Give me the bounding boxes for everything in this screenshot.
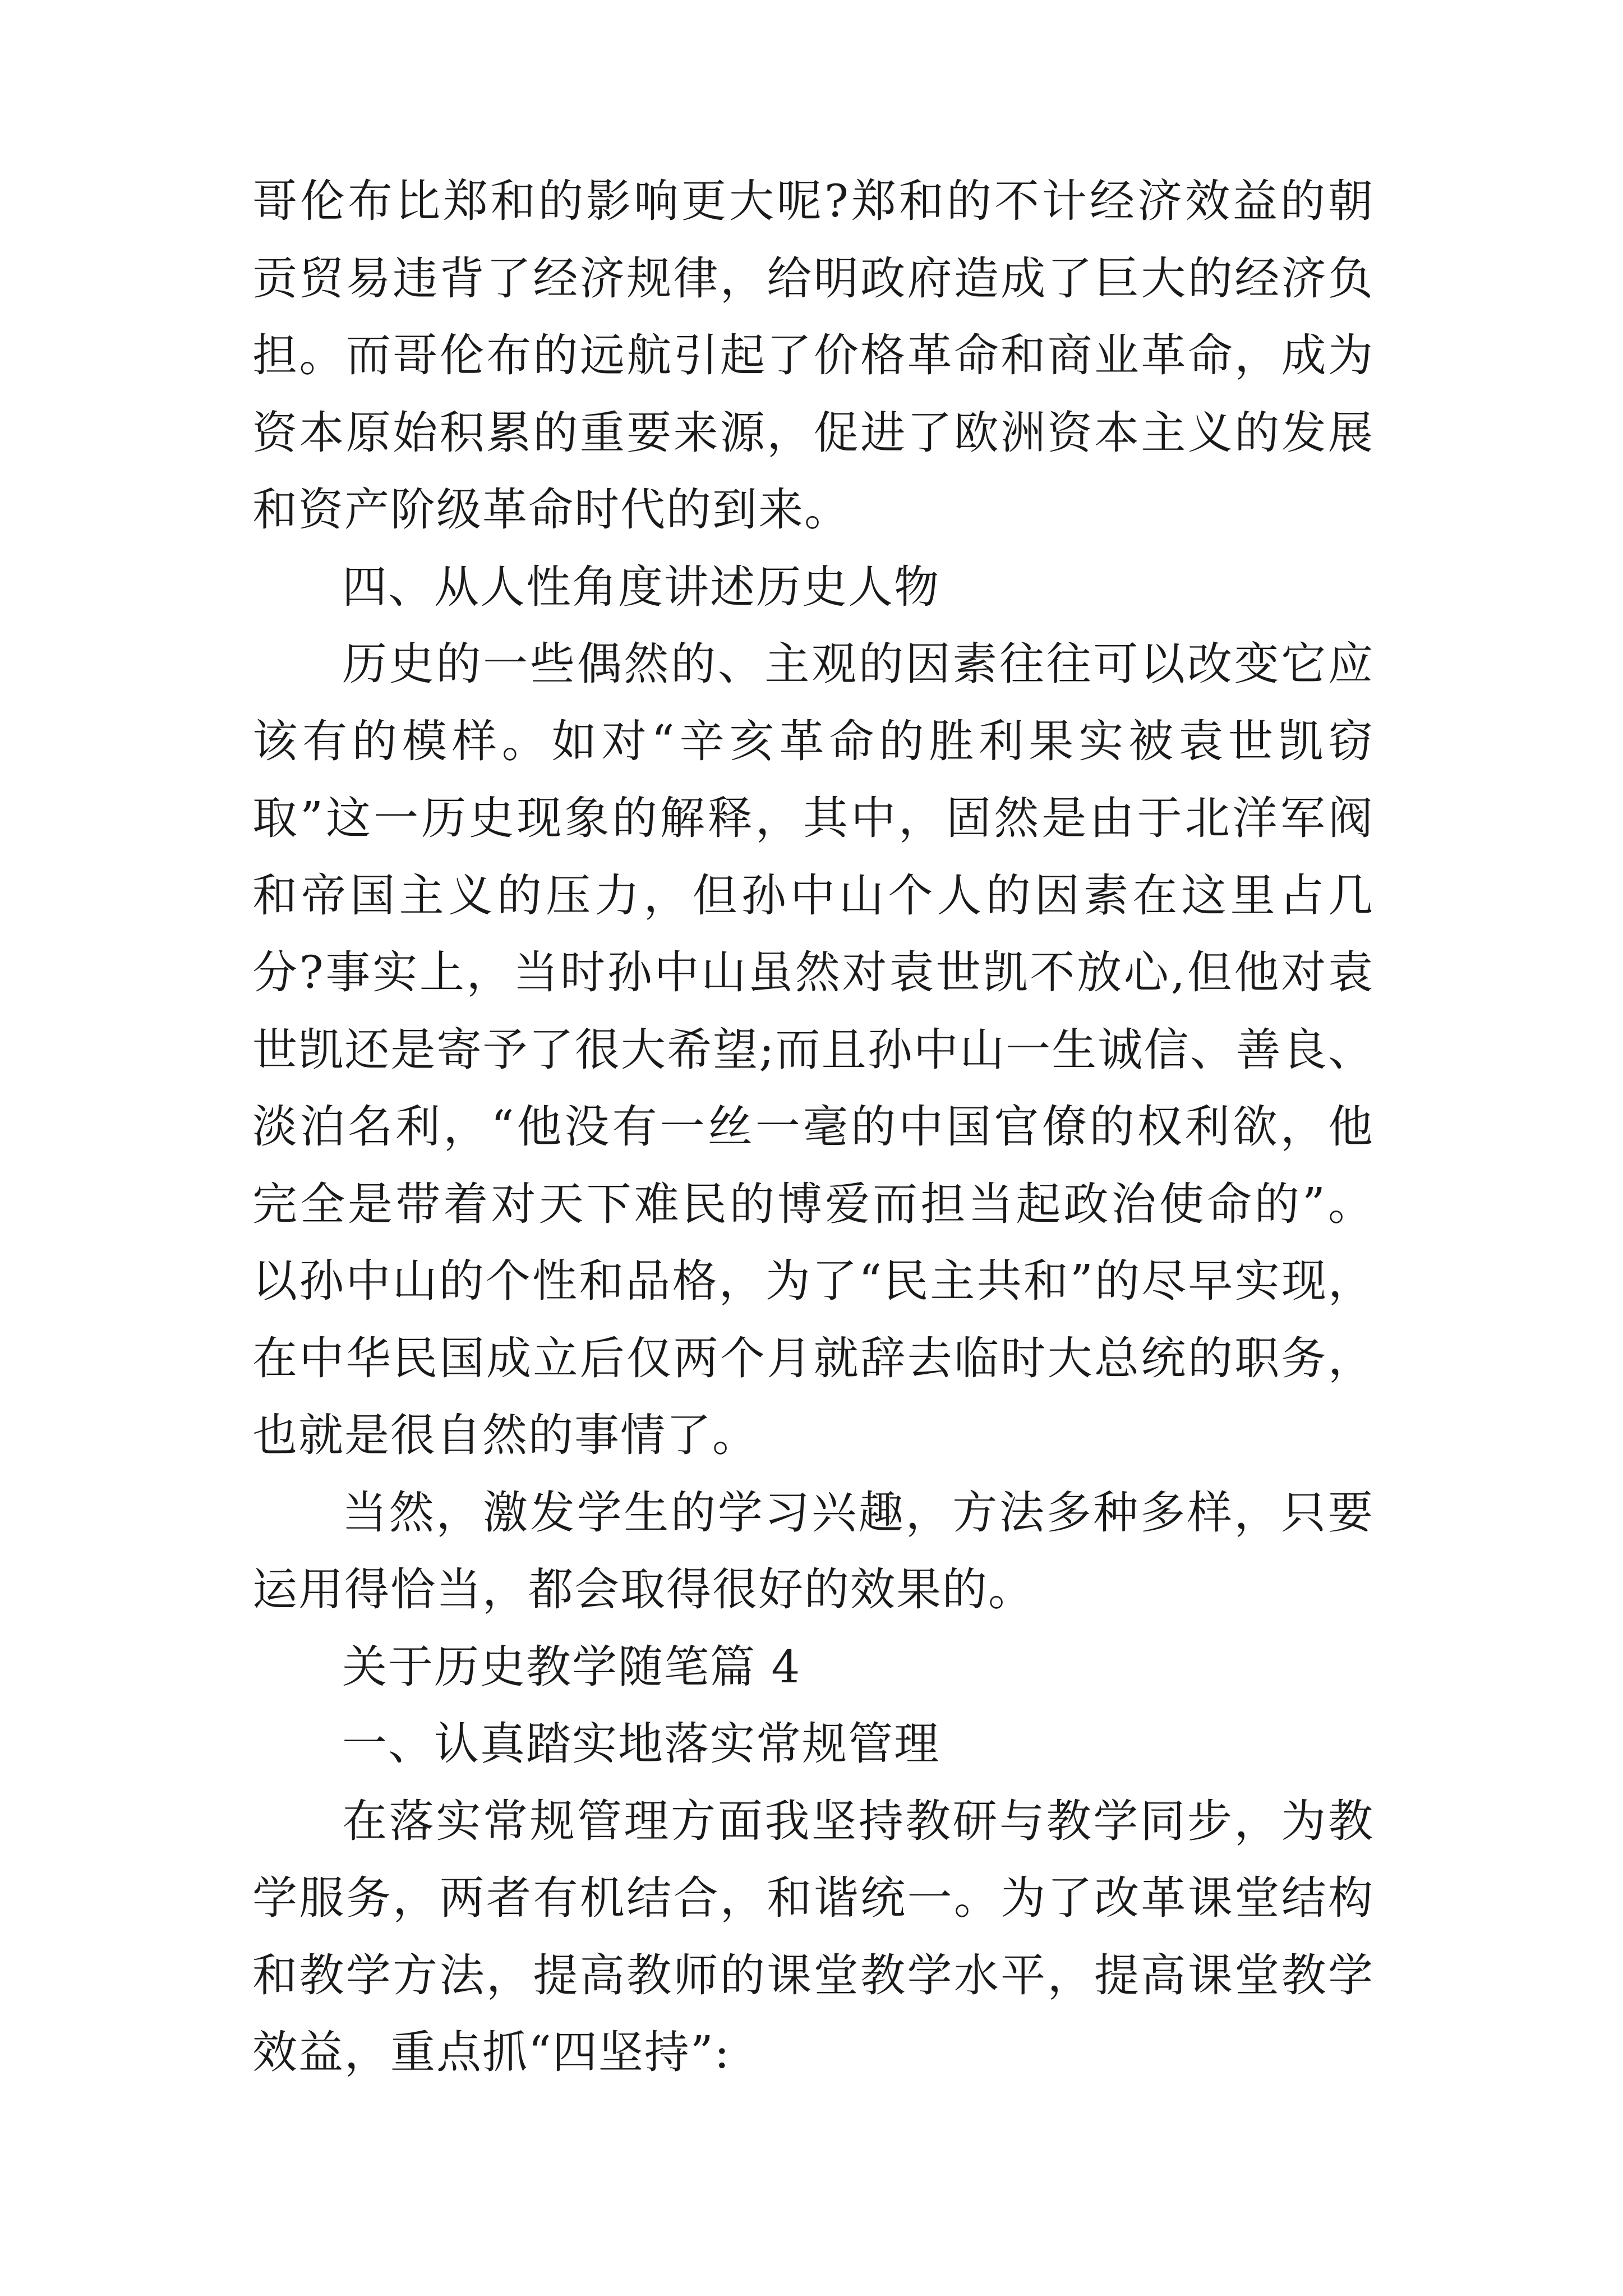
paragraph-continuation: 哥伦布比郑和的影响更大呢?郑和的不计经济效益的朝贡贸易违背了经济规律，给明政府造成了巨大的经济负担。而哥伦布的远航引起了价格革命和商业革命，成为资本原始积累的重要来源，促进了欧洲资本主义的发展和资产阶级革命时代的到来。 (252, 175, 1374, 536)
section-heading-humanity: 四、从人性角度讲述历史人物 (342, 560, 940, 613)
paragraph-routine-management: 在落实常规管理方面我坚持教研与教学同步，为教学服务，两者有机结合，和谐统一。为了改革课堂结构和教学方法，提高教师的课堂教学水平，提高课堂教学效益，重点抓“四坚持”: (252, 1795, 1374, 2078)
document-body (252, 163, 1374, 2091)
article-title-part-4: 关于历史教学随笔篇 4 (342, 1640, 801, 1693)
paragraph-xinhai-revolution: 历史的一些偶然的、主观的因素往往可以改变它应该有的模样。如对“辛亥革命的胜利果实被袁世凯窃取”这一历史现象的解释，其中，固然是由于北洋军阀和帝国主义的压力，但孙中山个人的因素在这里占几分?事实上，当时孙中山虽然对袁世凯不放心,但他对袁世凯还是寄予了很大希望;而且孙中山一生诚信、善良、淡泊名利，“他没有一丝一毫的中国官僚的权利欲，他完全是带着对天下难民的博爱而担当起政治使命的”。以孙中山的个性和品格，为了“民主共和”的尽早实现，在中华民国成立后仅两个月就辞去临时大总统的职务，也就是很自然的事情了。 (252, 638, 1374, 1461)
paragraph-interest-methods: 当然，激发学生的学习兴趣，方法多种多样，只要运用得恰当，都会取得很好的效果的。 (252, 1486, 1374, 1616)
section-heading-routine-management: 一、认真踏实地落实常规管理 (342, 1718, 940, 1770)
